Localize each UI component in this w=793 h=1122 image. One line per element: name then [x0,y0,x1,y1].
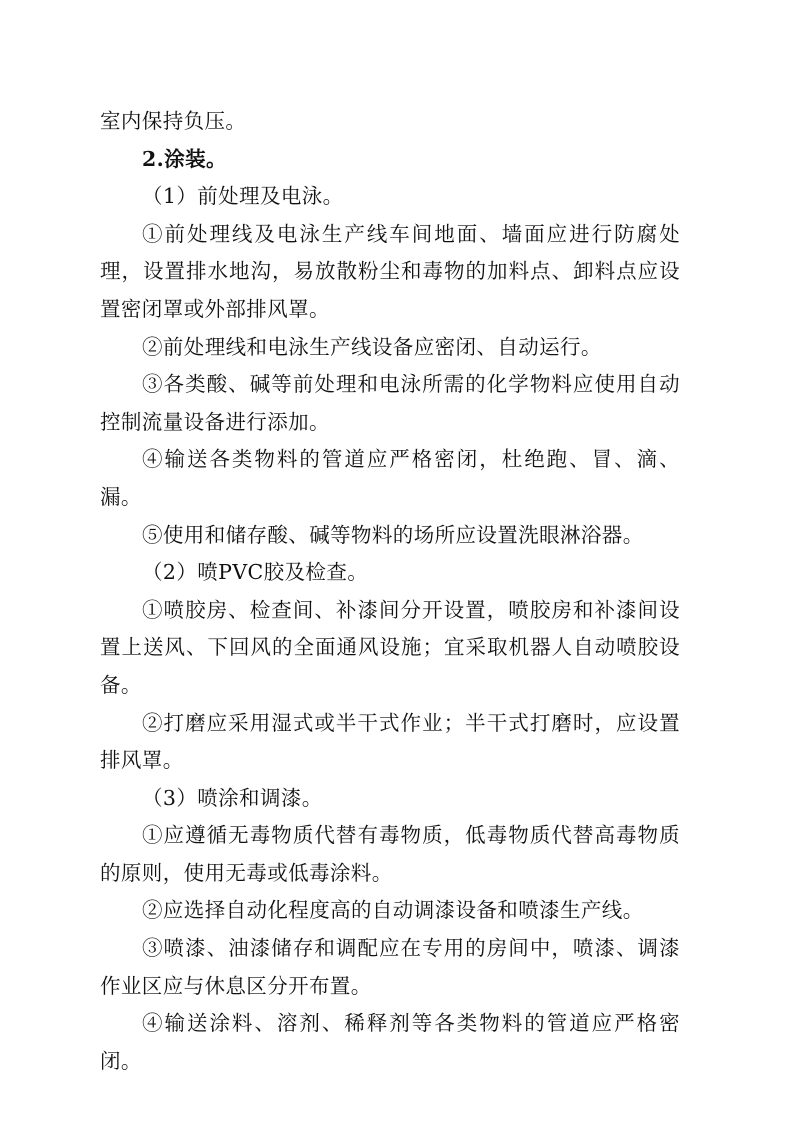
document-page [100,103,680,1080]
subsection-heading-pvc: （2）喷PVC胶及检查。 [142,560,369,585]
list-item: ①喷胶房、检查间、补漆间分开设置，喷胶房和补漆间设置上送风、下回风的全面通风设施；宜采取机器人自动喷胶设备。 [100,597,680,697]
list-item: ③各类酸、碱等前处理和电泳所需的化学物料应使用自动控制流量设备进行添加。 [100,372,680,434]
subsection-heading-spraying: （3）喷涂和调漆。 [142,785,323,810]
list-item: ②打磨应采用湿式或半干式作业；半干式打磨时，应设置排风罩。 [100,710,680,773]
list-item: ③喷漆、油漆储存和调配应在专用的房间中，喷漆、调漆作业区应与休息区分开布置。 [100,936,680,998]
list-item: ①应遵循无毒物质代替有毒物质，低毒物质代替高毒物质的原则，使用无毒或低毒涂料。 [100,823,680,885]
list-item: ④输送涂料、溶剂、稀释剂等各类物料的管道应严格密闭。 [100,1011,680,1073]
subsection-heading-pretreatment: （1）前处理及电泳。 [142,184,344,209]
paragraph-continuation: 室内保持负压。 [100,109,247,133]
list-item: ④输送各类物料的管道应严格密闭，杜绝跑、冒、滴、漏。 [100,447,680,509]
list-item: ②前处理线和电泳生产线设备应密闭、自动运行。 [142,334,602,359]
list-item: ⑤使用和储存酸、碱等物料的场所应设置洗眼淋浴器。 [142,522,644,547]
list-item: ②应选择自动化程度高的自动调漆设备和喷漆生产线。 [142,898,644,923]
list-item: ①前处理线及电泳生产线车间地面、墙面应进行防腐处理，设置排水地沟，易放散粉尘和毒物的加料点、卸料点应设置密闭罩或外部排风罩。 [100,221,680,321]
section-heading-coating: 2.涂装。 [142,146,227,171]
